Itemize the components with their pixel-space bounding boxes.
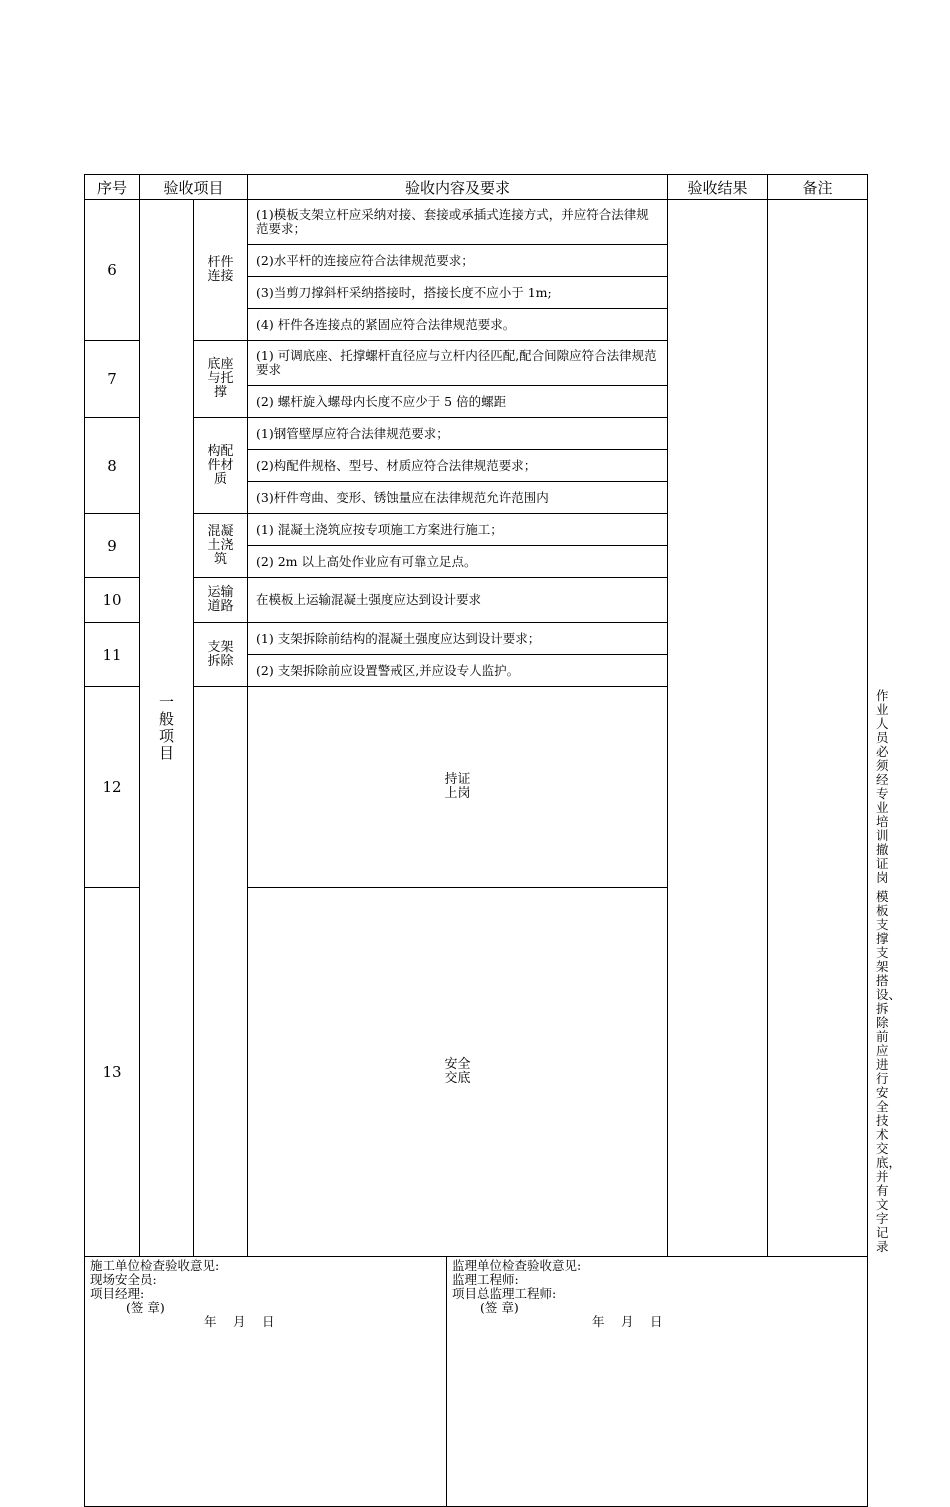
sub-item-name: 支架 拆除: [194, 623, 248, 687]
requirement-text: (4) 杆件各连接点的紧固应符合法律规范要求。: [248, 309, 668, 341]
project-manager-label: 项目经理:: [90, 1286, 145, 1301]
header-seq: 序号: [85, 175, 140, 200]
table-row: 13 安全 交底 模板支撑支架搭设、拆除前应进行安全技术交底，并有文字记录: [85, 888, 868, 1257]
sub-item-name: 底座 与托 撑: [194, 341, 248, 418]
supervisor-opinion-label: 监理单位检查验收意见:: [452, 1258, 582, 1273]
category-empty: [194, 687, 248, 1257]
contractor-opinion-box[interactable]: [85, 1257, 447, 1507]
seal-label: (签 章): [126, 1300, 165, 1315]
header-item: 验收项目: [140, 175, 248, 200]
sub-item-name: 运输 道路: [194, 578, 248, 623]
row-number: 10: [85, 578, 140, 623]
requirement-text: (1) 支架拆除前结构的混凝土强度应达到设计要求；: [248, 623, 668, 655]
result-cell[interactable]: [668, 200, 768, 1257]
requirement-text: (2)构配件规格、型号、材质应符合法律规范要求；: [248, 450, 668, 482]
row-number: 12: [85, 687, 140, 888]
requirement-text: (1)钢管壁厚应符合法律规范要求；: [248, 418, 668, 450]
acceptance-table: [84, 174, 902, 1257]
requirement-text: (3)当剪刀撑斜杆采纳搭接时，搭接长度不应小于 1m;: [248, 277, 668, 309]
sub-item-name: 混凝 土浇 筑: [194, 514, 248, 578]
date-label: 年 月 日: [204, 1314, 275, 1329]
signature-table: [84, 1256, 868, 1507]
acceptance-form: [84, 174, 902, 1507]
requirement-text: (1) 可调底座、托撑螺杆直径应与立杆内径匹配,配合间隙应符合法律规范要求: [248, 341, 668, 386]
requirement-text: (1) 混凝土浇筑应按专项施工方案进行施工；: [248, 514, 668, 546]
sub-item-name: 持证 上岗: [248, 687, 668, 888]
supervisor-opinion-box[interactable]: [447, 1257, 868, 1507]
requirement-text: (2) 2m 以上高处作业应有可靠立足点。: [248, 546, 668, 578]
table-row: [85, 200, 868, 245]
sub-item-name: 安全 交底: [248, 888, 668, 1257]
requirement-text: (1)模板支架立杆应采纳对接、套接或承插式连接方式，并应符合法律规范要求；: [248, 200, 668, 245]
sub-item-name: 构配 件材 质: [194, 418, 248, 514]
category-general: 一 般 项 目: [140, 200, 194, 1257]
contractor-opinion-label: 施工单位检查验收意见:: [90, 1258, 220, 1273]
row-number: 8: [85, 418, 140, 514]
row-number: 7: [85, 341, 140, 418]
row-number: 6: [85, 200, 140, 341]
row-number: 13: [85, 888, 140, 1257]
requirement-text: (3)杆件弯曲、变形、锈蚀量应在法律规范允许范围内: [248, 482, 668, 514]
safety-officer-label: 现场安全员:: [90, 1272, 157, 1287]
header-content: 验收内容及要求: [248, 175, 668, 200]
requirement-text: 在模板上运输混凝土强度应达到设计要求: [248, 578, 668, 623]
requirement-text: (2) 支架拆除前应设置警戒区,并应设专人监护。: [248, 655, 668, 687]
sub-item-name: 杆件 连接: [194, 200, 248, 341]
supervising-engineer-label: 监理工程师:: [452, 1272, 519, 1287]
header-row: [85, 175, 868, 200]
chief-supervisor-label: 项目总监理工程师:: [452, 1286, 557, 1301]
seal-label: (签 章): [480, 1300, 519, 1315]
header-remark: 备注: [768, 175, 868, 200]
requirement-text: (2)水平杆的连接应符合法律规范要求；: [248, 245, 668, 277]
row-number: 9: [85, 514, 140, 578]
remark-cell[interactable]: [768, 200, 868, 1257]
date-label: 年 月 日: [592, 1314, 663, 1329]
table-row: 12 持证 上岗 作业人员必须经专业培训撤证 岗: [85, 687, 868, 888]
requirement-text: (2) 螺杆旋入螺母内长度不应少于 5 倍的螺距: [248, 386, 668, 418]
row-number: 11: [85, 623, 140, 687]
header-result: 验收结果: [668, 175, 768, 200]
